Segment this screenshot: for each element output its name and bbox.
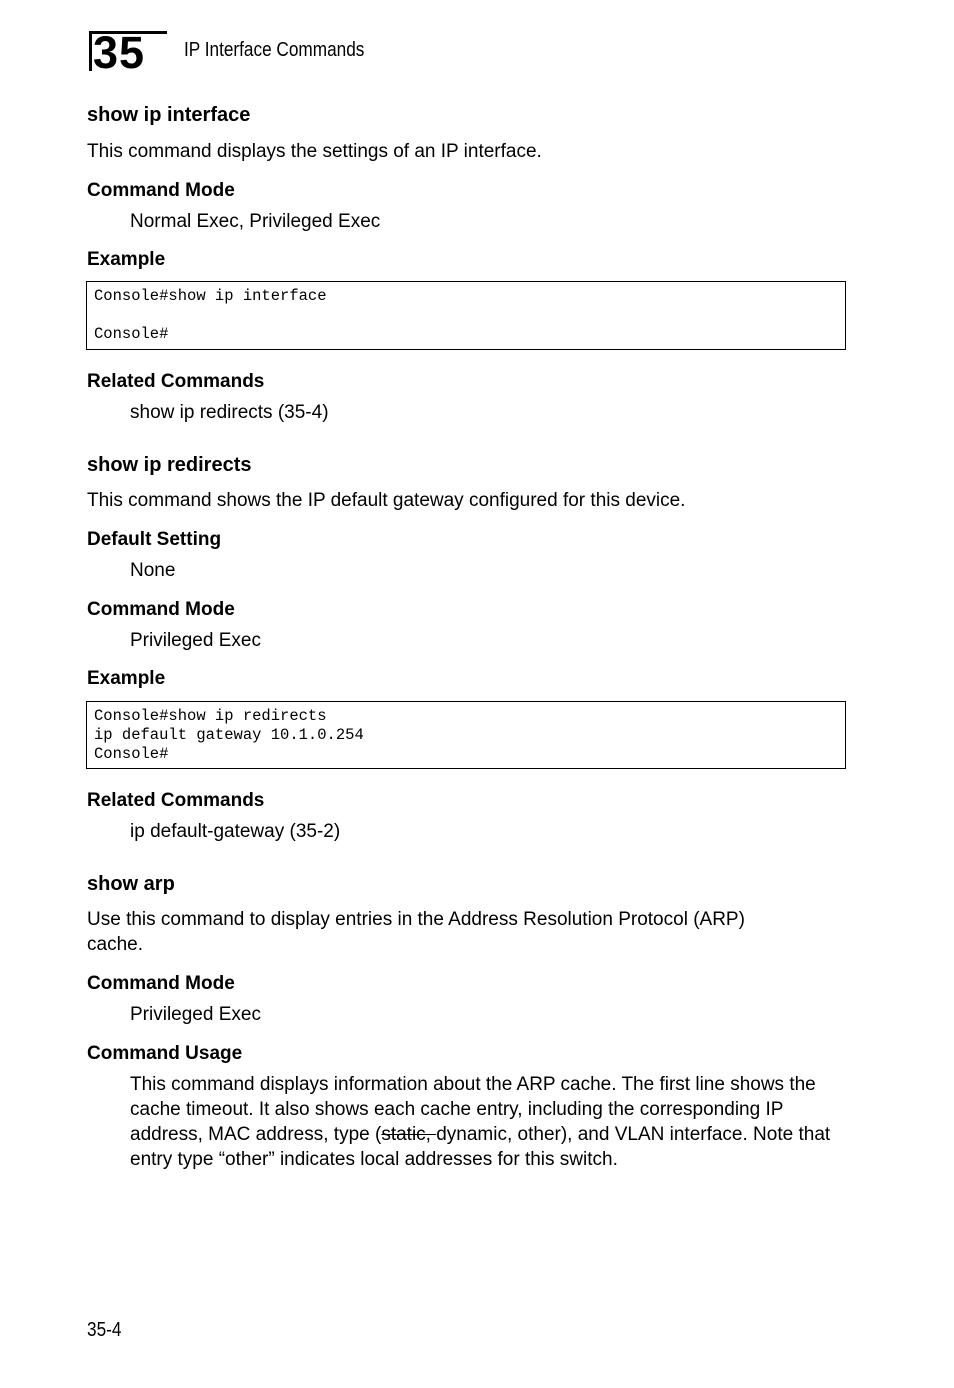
related-commands-heading: Related Commands [87,371,265,392]
related-commands-heading: Related Commands [87,790,265,811]
usage-text: This command displays information about the ARP cache. The first line shows the cache timeout. It also shows each cache entry, including the corresponding IP address, MAC address, type ( [130,1074,816,1145]
command-mode-value: Privileged Exec [130,630,261,651]
section-title-show-arp: show arp [87,873,175,895]
code-line: ip default gateway 10.1.0.254 [94,726,364,744]
page-number: 35-4 [87,1319,122,1341]
struck-text: static, [381,1124,437,1145]
section-description-line-2: cache. [87,934,143,955]
command-mode-heading: Command Mode [87,973,235,994]
usage-text-continued: dynamic, other), and VLAN interface. Note that entry type “other” indicates local addresses for this switch. [130,1124,831,1170]
section-description: This command displays the settings of an IP interface. [87,141,542,162]
command-usage-heading: Command Usage [87,1043,243,1064]
code-line: Console# [94,745,169,763]
code-example-box [86,701,846,769]
chapter-number-box [89,31,167,71]
code-line: Console# [94,325,169,343]
default-setting-value: None [130,560,176,581]
section-title-show-ip-interface: show ip interface [87,104,251,126]
command-usage-paragraph [130,1072,846,1172]
command-mode-heading: Command Mode [87,599,235,620]
related-command-link[interactable]: show ip redirects (35-4) [130,402,329,423]
related-command-link[interactable]: ip default-gateway (35-2) [130,821,341,842]
example-heading: Example [87,668,166,689]
section-title-show-ip-redirects: show ip redirects [87,454,252,476]
command-mode-value: Normal Exec, Privileged Exec [130,211,381,232]
default-setting-heading: Default Setting [87,529,222,550]
command-mode-value: Privileged Exec [130,1004,261,1025]
code-line: Console#show ip redirects [94,707,327,725]
code-example-box [86,281,846,350]
example-heading: Example [87,249,166,270]
command-mode-heading: Command Mode [87,180,235,201]
running-title: IP Interface Commands [184,39,365,61]
section-description-line-1: Use this command to display entries in the Address Resolution Protocol (ARP) [87,909,745,930]
section-description: This command shows the IP default gateway configured for this device. [87,490,686,511]
chapter-number: 35 [93,31,146,71]
code-line: Console#show ip interface [94,287,327,305]
chapter-box-left-rule [89,31,92,71]
